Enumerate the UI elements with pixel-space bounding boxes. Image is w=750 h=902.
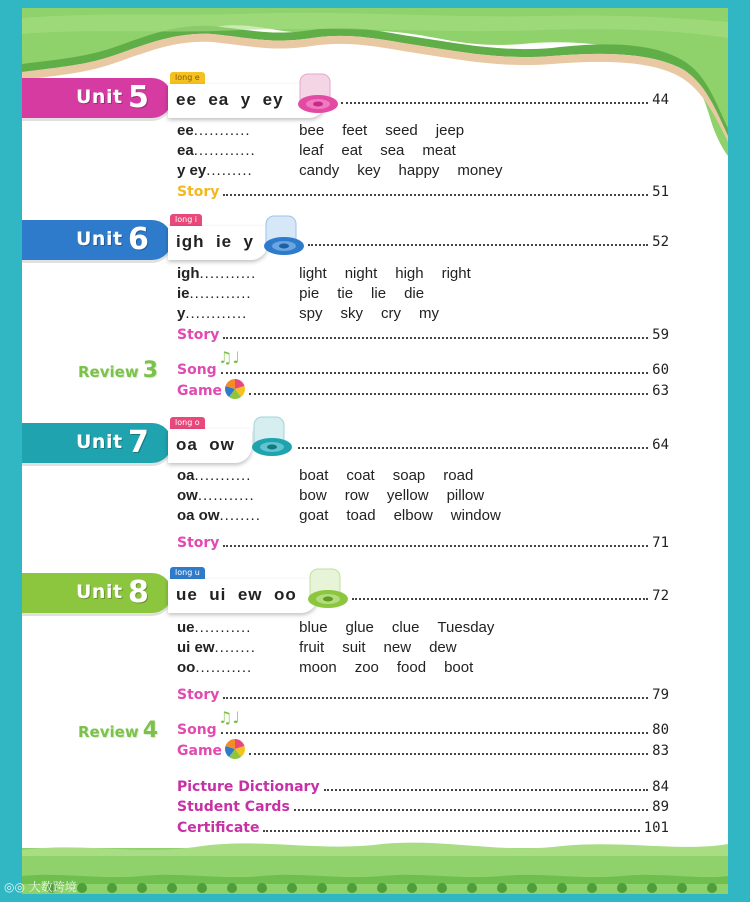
- unit-6-story-label: Story: [177, 327, 220, 343]
- unit-6-row-2: ie............ pie tie lie die: [177, 285, 425, 302]
- picture-dictionary-page: 84: [652, 779, 669, 795]
- review-4-game-label: Game: [177, 743, 223, 759]
- unit-6-label: Unit: [76, 228, 123, 250]
- unit-5-title: ee ea y ey: [176, 90, 284, 109]
- review-3-song-line[interactable]: [177, 360, 669, 378]
- unit-5-page-line[interactable]: [337, 90, 669, 108]
- unit-5-tag: long e: [170, 72, 205, 84]
- unit-5-story-label: Story: [177, 184, 220, 200]
- unit-5-label: Unit: [76, 86, 123, 108]
- student-cards-page: 89: [652, 799, 669, 815]
- review-4-game-line[interactable]: [177, 741, 669, 759]
- unit-6-page: 52: [652, 234, 669, 250]
- watermark-icon: ◎◎: [4, 880, 25, 894]
- unit-7-banner: [22, 423, 172, 463]
- color-wheel-icon: [225, 739, 245, 759]
- unit-8-row-2: ui ew........ fruit suit new dew: [177, 639, 457, 656]
- unit-6-row-3: y............ spy sky cry my: [177, 305, 440, 322]
- student-cards-label: Student Cards: [177, 799, 290, 815]
- bottom-grass-decoration: [22, 836, 728, 894]
- unit-8-story-line[interactable]: [177, 685, 669, 703]
- certificate-label: Certificate: [177, 820, 260, 836]
- unit-5-story-line[interactable]: [177, 182, 669, 200]
- scroll-icon: [304, 565, 352, 613]
- unit-6-story-line[interactable]: [177, 325, 669, 343]
- unit-8-number: 8: [128, 575, 149, 610]
- unit-6-tag: long i: [170, 214, 202, 226]
- unit-5-number: 5: [128, 80, 149, 115]
- unit-5-banner: [22, 78, 172, 118]
- unit-7-story-page: 71: [652, 535, 669, 551]
- unit-8-story-page: 79: [652, 687, 669, 703]
- color-wheel-icon: [225, 379, 245, 399]
- unit-6-row-1: igh........... light night high right: [177, 265, 471, 282]
- watermark: ◎◎ 大数跨境: [4, 880, 77, 894]
- unit-7-label: Unit: [76, 431, 123, 453]
- scroll-icon: [260, 212, 308, 260]
- unit-6-title: igh ie y: [176, 232, 255, 251]
- unit-5-row-2: ea............ leaf eat sea meat: [177, 142, 456, 159]
- music-notes-icon: ♫♩: [218, 708, 240, 727]
- unit-7-title-bar: [168, 429, 252, 463]
- unit-8-row-3: oo........... moon zoo food boot: [177, 659, 474, 676]
- toc-page: [22, 8, 728, 894]
- unit-5-row-1: ee........... bee feet seed jeep: [177, 122, 465, 139]
- unit-5-row-3: y ey......... candy key happy money: [177, 162, 503, 179]
- student-cards-line[interactable]: [177, 797, 669, 815]
- certificate-line[interactable]: [177, 818, 669, 836]
- certificate-page: 101: [643, 820, 669, 836]
- unit-6-story-page: 59: [652, 327, 669, 343]
- music-notes-icon: ♫♩: [218, 348, 240, 367]
- unit-6-title-bar: [168, 226, 268, 260]
- review-3-game-line[interactable]: [177, 381, 669, 399]
- unit-8-row-1: ue........... blue glue clue Tuesday: [177, 619, 495, 636]
- unit-7-title: oa ow: [176, 435, 235, 454]
- review-4-song-label: Song: [177, 722, 217, 738]
- picture-dictionary-line[interactable]: [177, 777, 669, 795]
- review-3-song-label: Song: [177, 362, 217, 378]
- unit-7-story-line[interactable]: [177, 533, 669, 551]
- unit-8-page-line[interactable]: [348, 586, 669, 604]
- review-3-label: Review 3: [78, 358, 158, 383]
- unit-6-page-line[interactable]: [304, 232, 669, 250]
- scroll-icon: [248, 413, 296, 461]
- unit-8-tag: long u: [170, 567, 205, 579]
- unit-7-row-3: oa ow........ goat toad elbow window: [177, 507, 501, 524]
- unit-8-banner: [22, 573, 172, 613]
- unit-7-story-label: Story: [177, 535, 220, 551]
- unit-8-title: ue ui ew oo: [176, 585, 297, 604]
- review-3-game-label: Game: [177, 383, 223, 399]
- review-4-game-page: 83: [652, 743, 669, 759]
- unit-8-title-bar: [168, 579, 318, 613]
- picture-dictionary-label: Picture Dictionary: [177, 779, 320, 795]
- unit-7-row-1: oa........... boat coat soap road: [177, 467, 474, 484]
- unit-7-page-line[interactable]: [294, 435, 669, 453]
- unit-6-banner: [22, 220, 172, 260]
- unit-8-story-label: Story: [177, 687, 220, 703]
- unit-7-row-2: ow........... bow row yellow pillow: [177, 487, 485, 504]
- unit-5-page: 44: [652, 92, 669, 108]
- review-4-song-line[interactable]: [177, 720, 669, 738]
- review-4-label: Review 4: [78, 718, 158, 743]
- review-4-song-page: 80: [652, 722, 669, 738]
- unit-8-page: 72: [652, 588, 669, 604]
- review-3-song-page: 60: [652, 362, 669, 378]
- scroll-icon: [294, 70, 342, 118]
- unit-7-number: 7: [128, 425, 149, 460]
- unit-5-story-page: 51: [652, 184, 669, 200]
- unit-7-tag: long o: [170, 417, 205, 429]
- unit-8-label: Unit: [76, 581, 123, 603]
- review-3-game-page: 63: [652, 383, 669, 399]
- unit-6-number: 6: [128, 222, 149, 257]
- unit-7-page: 64: [652, 437, 669, 453]
